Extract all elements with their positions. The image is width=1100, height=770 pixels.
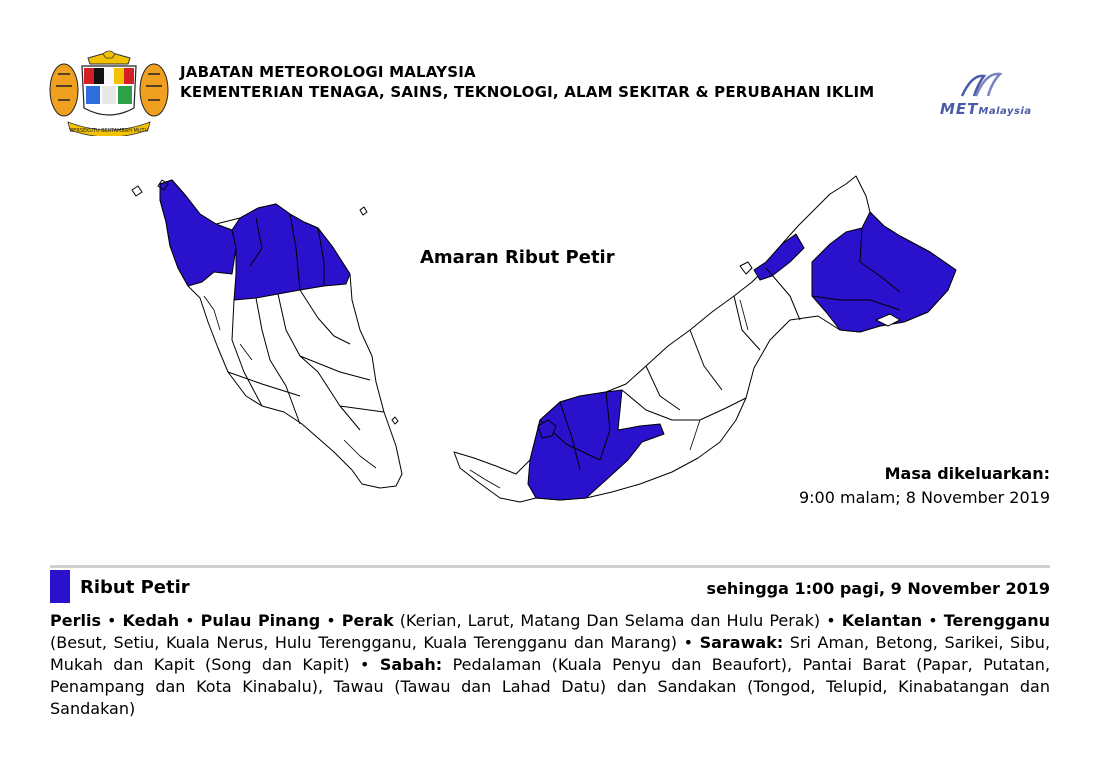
divider bbox=[50, 565, 1050, 568]
issued-label: Masa dikeluarkan: bbox=[884, 464, 1050, 483]
state-sabah: Sabah: bbox=[379, 655, 443, 674]
met-logo-main: MET bbox=[940, 100, 979, 118]
state-pulau-pinang: Pulau Pinang bbox=[200, 611, 321, 630]
svg-text:BERSEKUTU BERTAMBAH MUTU: BERSEKUTU BERTAMBAH MUTU bbox=[69, 128, 149, 134]
perak-areas: (Kerian, Larut, Matang Dan Selama dan Hulu Perak) bbox=[399, 611, 821, 630]
legend-swatch bbox=[50, 570, 70, 603]
org-name: JABATAN METEOROLOGI MALAYSIA bbox=[180, 63, 476, 81]
organization-header bbox=[180, 62, 920, 102]
separator: • bbox=[359, 655, 370, 674]
legend-label: Ribut Petir bbox=[80, 577, 190, 598]
valid-until: sehingga 1:00 pagi, 9 November 2019 bbox=[706, 579, 1050, 598]
issued-time: 9:00 malam; 8 November 2019 bbox=[798, 488, 1050, 507]
separator: • bbox=[107, 611, 117, 630]
sabah-areas: Pedalaman (Kuala Penyu dan Beaufort), Pantai Barat (Papar, Putatan, Penampang dan Kota Kinabalu), Tawau (Tawau dan Lahad Datu) dan Sandakan (Tongod, Telupid, Kinabatangan dan Sandakan) bbox=[50, 655, 1051, 718]
met-logo-sub: Malaysia bbox=[978, 106, 1032, 117]
map-title: Amaran Ribut Petir bbox=[420, 247, 615, 268]
ministry-name: KEMENTERIAN TENAGA, SAINS, TEKNOLOGI, ALAM SEKITAR & PERUBAHAN IKLIM bbox=[180, 83, 875, 101]
warning-areas-text bbox=[50, 610, 1050, 720]
state-perlis: Perlis bbox=[50, 611, 101, 630]
state-terengganu: Terengganu bbox=[943, 611, 1050, 630]
separator: • bbox=[826, 611, 836, 630]
separator: • bbox=[326, 611, 336, 630]
warning-area-kedah-perlis bbox=[160, 180, 236, 286]
state-kedah: Kedah bbox=[122, 611, 180, 630]
terengganu-areas: (Besut, Setiu, Kuala Nerus, Hulu Terengganu, Kuala Terengganu dan Marang) bbox=[50, 633, 678, 652]
met-logo-text bbox=[940, 100, 1032, 118]
state-kelantan: Kelantan bbox=[841, 611, 923, 630]
state-perak: Perak bbox=[341, 611, 394, 630]
issued-time-block bbox=[799, 462, 1050, 510]
separator: • bbox=[185, 611, 195, 630]
separator: • bbox=[928, 611, 938, 630]
sarawak-areas: Sri Aman, Betong, Sarikei, Sibu, Mukah dan Kapit (Song dan Kapit) bbox=[50, 633, 1051, 674]
coat-of-arms-logo bbox=[48, 50, 170, 136]
separator: • bbox=[683, 633, 694, 652]
state-sarawak: Sarawak: bbox=[699, 633, 784, 652]
